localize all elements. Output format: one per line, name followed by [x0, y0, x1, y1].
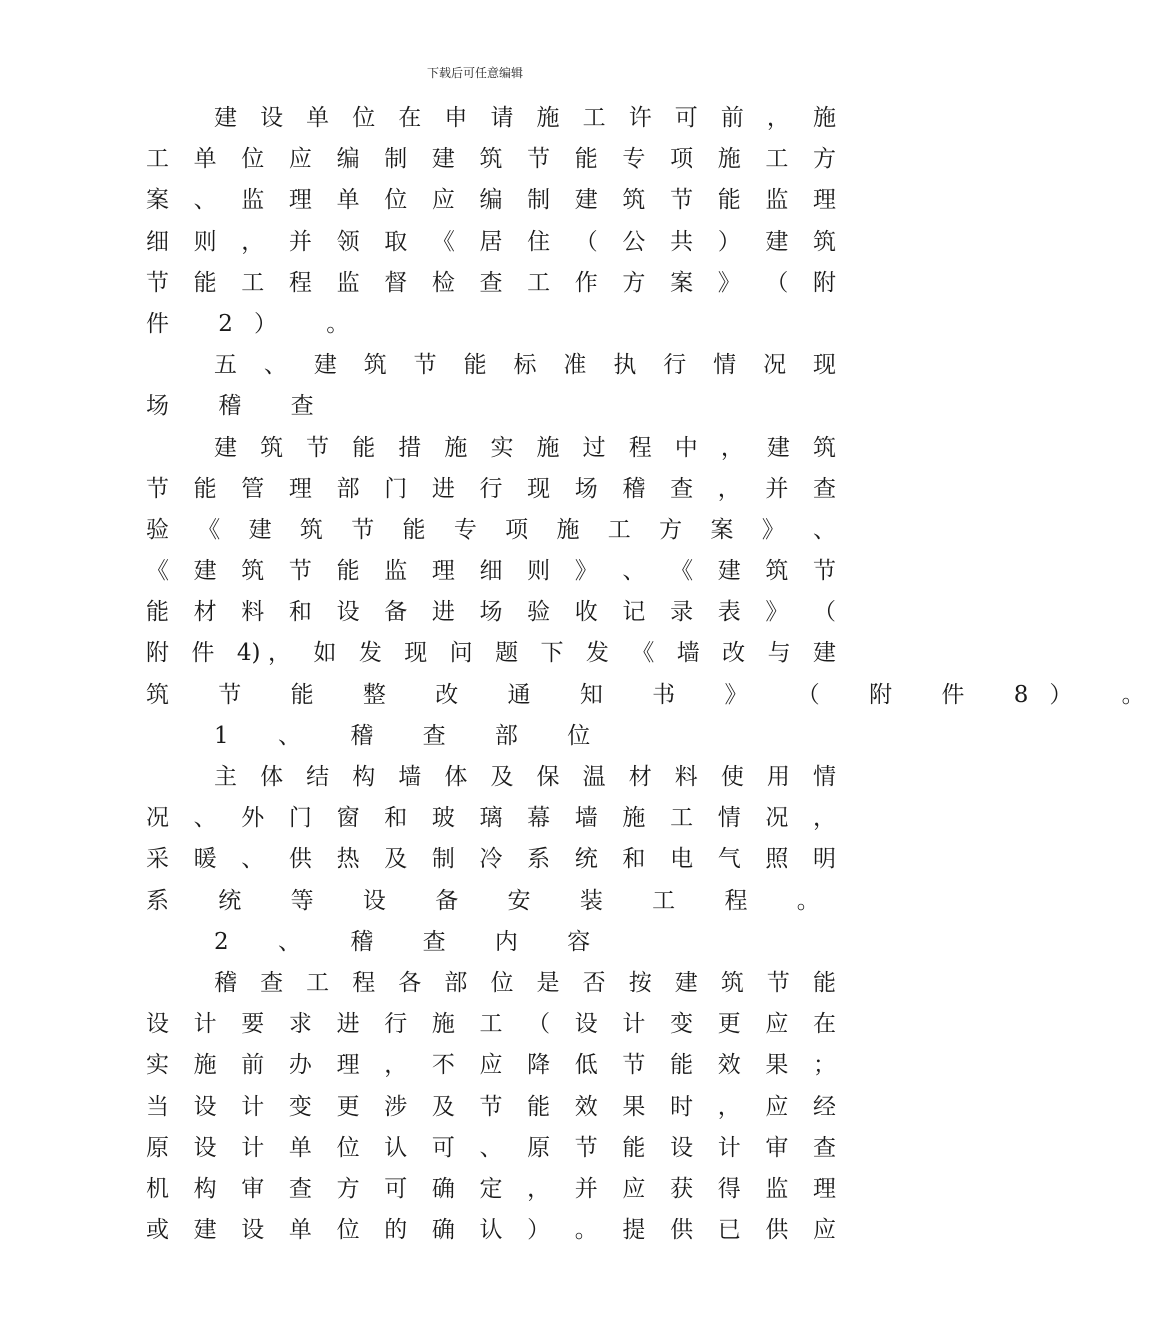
paragraph-line: 采 暖 、 供 热 及 制 冷 系 统 和 电 气 照 明 [146, 846, 836, 873]
document-body [146, 98, 1166, 1251]
paragraph-line: 节 能 工 程 监 督 检 查 工 作 方 案 》 （ 附 [146, 269, 836, 296]
paragraph-line: 系 统 等 设 备 安 装 工 程 。 [146, 887, 841, 914]
paragraph-line: 况 、 外 门 窗 和 玻 璃 幕 墙 施 工 情 况 ， [146, 805, 836, 832]
paragraph-line: 附 件 4)， 如 发 现 问 题 下 发 《 墙 改 与 建 [146, 640, 836, 667]
paragraph-line: 当 设 计 变 更 涉 及 节 能 效 果 时 ， 应 经 [146, 1093, 836, 1120]
paragraph-line: 建 设 单 位 在 申 请 施 工 许 可 前 ， 施 [214, 105, 836, 131]
paragraph-line: 筑 节 能 整 改 通 知 书 》 （ 附 件 8） 。 [146, 681, 1166, 708]
subsection-heading: 2 、 稽 查 内 容 [214, 928, 612, 955]
subsection-heading: 1 、 稽 查 部 位 [214, 722, 612, 749]
paragraph-line: 《 建 筑 节 能 监 理 细 则 》 、 《 建 筑 节 [146, 558, 836, 585]
paragraph-line: 实 施 前 办 理 ， 不 应 降 低 节 能 效 果 ； [146, 1052, 836, 1079]
paragraph-line: 机 构 审 查 方 可 确 定 ， 并 应 获 得 监 理 [146, 1175, 836, 1202]
paragraph-line: 原 设 计 单 位 认 可 、 原 节 能 设 计 审 查 [146, 1134, 836, 1161]
paragraph-line: 节 能 管 理 部 门 进 行 现 场 稽 查 ， 并 查 [146, 475, 836, 502]
paragraph-line: 设 计 要 求 进 行 施 工 （ 设 计 变 更 应 在 [146, 1011, 836, 1038]
paragraph-line: 件 2） 。 [146, 310, 371, 337]
section-heading-continued: 场 稽 查 [146, 393, 335, 420]
paragraph-line: 案 、 监 理 单 位 应 编 制 建 筑 节 能 监 理 [146, 187, 836, 214]
paragraph-line: 主 体 结 构 墙 体 及 保 温 材 料 使 用 情 [214, 764, 836, 790]
paragraph-line: 稽 查 工 程 各 部 位 是 否 按 建 筑 节 能 [214, 969, 836, 996]
paragraph-line: 工 单 位 应 编 制 建 筑 节 能 专 项 施 工 方 [146, 146, 836, 173]
paragraph-line: 能 材 料 和 设 备 进 场 验 收 记 录 表 》 （ [146, 599, 836, 626]
page-header-note: 下载后可任意编辑 [426, 66, 523, 80]
paragraph-line: 或 建 设 单 位 的 确 认 ） 。 提 供 已 供 应 [146, 1217, 836, 1244]
section-heading: 五 、 建 筑 节 能 标 准 执 行 情 况 现 [214, 352, 836, 379]
paragraph-line: 细 则 ， 并 领 取 《 居 住 （ 公 共 ） 建 筑 [146, 228, 836, 255]
paragraph-line: 验 《 建 筑 节 能 专 项 施 工 方 案 》 、 [146, 516, 836, 543]
paragraph-line: 建 筑 节 能 措 施 实 施 过 程 中 ， 建 筑 [214, 434, 836, 461]
